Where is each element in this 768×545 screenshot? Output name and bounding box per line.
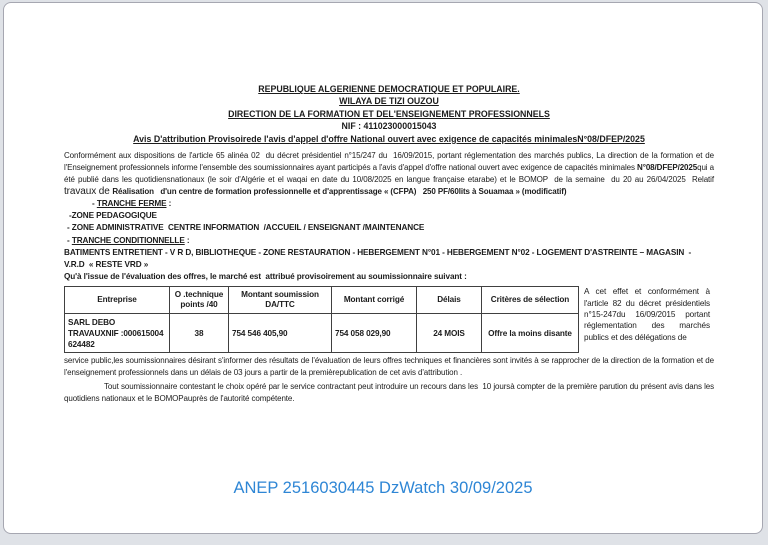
- criteria-cell: Offre la moins disante: [482, 314, 579, 353]
- closing-paragraph-1: service public,les soumissionnaires désirant s'informer des résultats de l'évaluation de leurs offres techniques et financières sont invités à se rapprocher de la direction de la formation et de l'enseignement professionnels dans un délais de 03 jours a partir de la premièrepublication de cet avis d'attribution .: [64, 356, 717, 378]
- document-page: [3, 2, 763, 534]
- wilaya-title: WILAYA DE TIZI OUZOU: [339, 96, 439, 107]
- dash-bullet: -: [92, 199, 97, 209]
- intro-text-part2: qui a été publié dans les quotidiensnationaux (le soir d'Algérie et el waqai en date du 10/08/2025 en langue française etarabe) et le BOMOP de la semaine du 20 au 26/04/2025 Relatif: [64, 163, 717, 185]
- works-phrase: travaux de: [64, 186, 113, 198]
- winner-company-name: SARL DEBO: [68, 317, 116, 327]
- tranche-ferme-label: TRANCHE FERME: [96, 199, 167, 209]
- intro-paragraph: [64, 150, 717, 198]
- dash-bullet: -: [67, 235, 72, 245]
- col-header-criteria: Critères de sélection: [482, 287, 579, 314]
- intro-text-part1: Conformément aux dispositions de l'article 65 alinéa 02 du décret présidentiel n°15/247 du 16/09/2015, portant réglementation des marchés publics, La direction de la formation et de l'Enseignement professionnels informe l'ensemble des soumissionnaires ayant participés a l'avis d'appel d'offre national ouvert avec exigence de capacités minimales: [64, 151, 717, 173]
- tranche-ferme-heading: [92, 198, 714, 210]
- table-row: [65, 314, 579, 353]
- tender-reference: N°08/DFEP/2025: [637, 163, 698, 173]
- direction-title: DIRECTION DE LA FORMATION ET DEL'ENSEIGNEMENT PROFESSIONNELS: [228, 108, 550, 119]
- zone-administrative-line: - ZONE ADMINISTRATIVE CENTRE INFORMATION /ACCUEIL / ENSEIGNANT /MAINTENANCE: [67, 223, 425, 233]
- document-content: [64, 83, 717, 405]
- republic-title: REPUBLIQUE ALGERIENNE DEMOCRATIQUE ET POPULAIRE.: [258, 84, 520, 94]
- legal-side-note: A cet effet et conformément à l'article 82 du décret présidentiels n°15-247du 16/09/2015 portant réglementation des marchés publics et des délégations de: [584, 287, 710, 342]
- corrected-amount-cell: 754 058 029,90: [332, 314, 417, 353]
- award-intro-line: Qu'à l'issue de l'évaluation des offres, le marché est attribué provisoirement au soumissionnaire suivant :: [64, 272, 467, 282]
- winner-company-cell: [65, 314, 170, 353]
- project-object: Réalisation d'un centre de formation professionnelle et d'apprentissage « (CFPA) 250 PF/60lits à Souamaa » (modificatif): [112, 187, 567, 197]
- award-section: [64, 286, 714, 353]
- tranche-conditionnelle-colon: :: [184, 235, 190, 245]
- document-header: [64, 83, 714, 145]
- col-header-corrected-amount: Montant corrigé: [332, 287, 417, 314]
- table-header-row: [65, 287, 579, 314]
- tranche-ferme-colon: :: [166, 199, 172, 209]
- delay-cell: 24 MOIS: [417, 314, 482, 353]
- notice-title: Avis D'attribution Provisoirede l'avis d'appel d'offre National ouvert avec exigence de capacités minimalesN°08/DFEP/2025: [133, 133, 645, 144]
- closing-paragraph-2: Tout soumissionnaire contestant le choix opéré par le service contractant peut introduire un recours dans les 10 joursà compter de la première parution du présent avis dans les quotidiens nationaux et le BOMOPauprès de l'autorité compétente.: [64, 382, 717, 404]
- vrd-line: V.R.D « RESTE VRD »: [64, 260, 149, 270]
- winner-company-nif-line1: TRAVAUXNIF :000615004: [68, 328, 164, 338]
- col-header-submission-amount: Montant soumission DA/TTC: [229, 287, 332, 314]
- tranche-conditionnelle-label: TRANCHE CONDITIONNELLE: [71, 235, 185, 245]
- award-table: [64, 286, 579, 353]
- winner-company-nif-line2: 624482: [68, 339, 95, 349]
- technical-score-cell: 38: [170, 314, 229, 353]
- col-header-delay: Délais: [417, 287, 482, 314]
- col-header-technical-score: O .technique points /40: [170, 287, 229, 314]
- tranche-conditionnelle-heading: [67, 235, 714, 247]
- anep-footer-line: ANEP 2516030445 DzWatch 30/09/2025: [233, 479, 533, 497]
- zone-pedagogique-line: -ZONE PEDAGOGIQUE: [69, 211, 157, 221]
- col-header-entreprise: Entreprise: [65, 287, 170, 314]
- batiments-line: BATIMENTS ENTRETIENT - V R D, BIBLIOTHEQUE - ZONE RESTAURATION - HEBERGEMENT N°01 - HEBERGEMENT N°02 - LOGEMENT D'ASTREINTE – MAGASIN -: [64, 247, 692, 257]
- nif-line: NIF : 411023000015043: [341, 121, 437, 132]
- submission-amount-cell: 754 546 405,90: [229, 314, 332, 353]
